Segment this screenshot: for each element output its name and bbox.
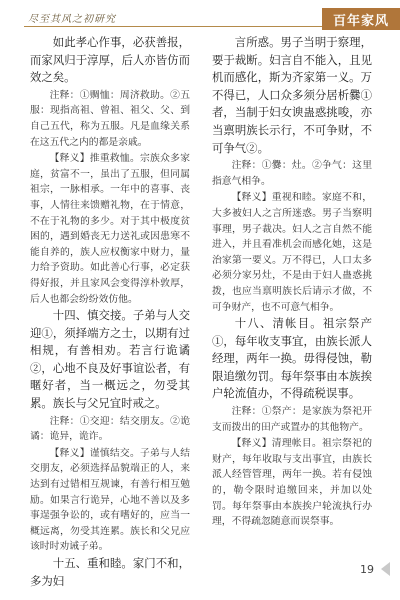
paragraph-1: 言所惑。男子当明于察理，要于裁断。妇言自不能入，且见机而感化，斯为齐家第一义。万不得已，人口众多须分居析爨①者，当制于妇女谀蛊惑挑唆，亦当禀明族长示行，不可争财，不可争气②。 [212, 35, 372, 155]
right-column [212, 34, 372, 530]
paragraph-1: 如此孝心作事，必获善报，而家风归于淳厚，后人亦皆仿而效之矣。 [30, 35, 190, 85]
paragraph-6: 【释义】谨慎结交。子弟与人结交朋友，必须选择品貌端正的人，来达到有过错相互规谏，有善行相互勉励。如果言行诡异，心地不善以及多事逞强争讼的，或有嗜好的，应当一概远离，勿受其连累。族长和父兄应该时时劝诫子弟。 [30, 447, 190, 553]
paragraph-3: 【释义】重视和睦。家庭不和，大多被妇人之言所迷惑。男子当察明事理，男子裁决。妇人之言自然不能进入，并且看准机会而感化她，这是治家第一要义。万不得已，人口太多必须分家另灶，不是由于妇人蛊惑挑拨，也应当禀明族长后请示才做，不可争财产，也不可意气相争。 [212, 192, 372, 313]
paragraph-6: 【释义】清理帐目。祖宗祭祀的财产，每年收取与支出事宜，由族长派人经管管理，两年一换。若有侵蚀的，勒令限时追缴回来，并加以处罚。每年祭事由本族挨户轮流执行办理，不得疏忽随意而误祭事。 [212, 438, 372, 528]
page-number: 19 [360, 563, 374, 576]
paragraph-7: 十五、重和睦。家门不和，多为妇 [30, 556, 190, 588]
section-tab: 百年家风 [322, 8, 400, 30]
paragraph-5: 注释：①祭产：是家族为祭祀开支而拨出的田产或置办的其他物产。 [212, 406, 372, 433]
paragraph-2: 注释：①赒恤：周济救助。②五服：现指高祖、曾祖、祖父、父、到自己五代，称为五服。凡是血缘关系在这五代之内的都是亲戚。 [30, 89, 190, 148]
paragraph-4: 十四、慎交接。子弟与人交迎①，须择端方之士，以期有过相规，有善相劝。若言行诡谲②，心地不良及好事谊讼者，有暱好者，当一概远之，勿受其累。族长与父兄宜时戒之。 [30, 308, 190, 411]
paragraph-5: 注释：①交迎：结交朋友。②诡谲：诡异，诡诈。 [30, 415, 190, 443]
left-column [30, 34, 190, 590]
page-marker-icon [381, 562, 390, 576]
paragraph-4: 十八、清帐目。祖宗祭产①，每年收支事宜，由族长派人经理，两年一换。毋得侵蚀，勒限追缴勿罚。每年祭事由本族挨户轮流值办，不得疏税误事。 [212, 316, 372, 401]
paragraph-3: 【释义】推重救恤。宗族众多家庭，贫富不一，虽出了五服，但同属祖宗，一脉相承。一年中的喜事、丧事，人情往来馈赠礼物，在于情意，不在于礼物的多少。对于其中极度贫困的，遇到婚丧无力送礼或因患寒不能自养的，族人应权衡家中财力，量力给予资助。如此善心行事，必定获得好报，并且家风会变得淳朴敦厚，后人也都会纷纷效仿他。 [30, 153, 190, 305]
running-title: 尽至其风之初研究 [28, 14, 116, 25]
paragraph-2: 注释：①爨：灶。②争气：这里指意气相争。 [212, 160, 372, 187]
